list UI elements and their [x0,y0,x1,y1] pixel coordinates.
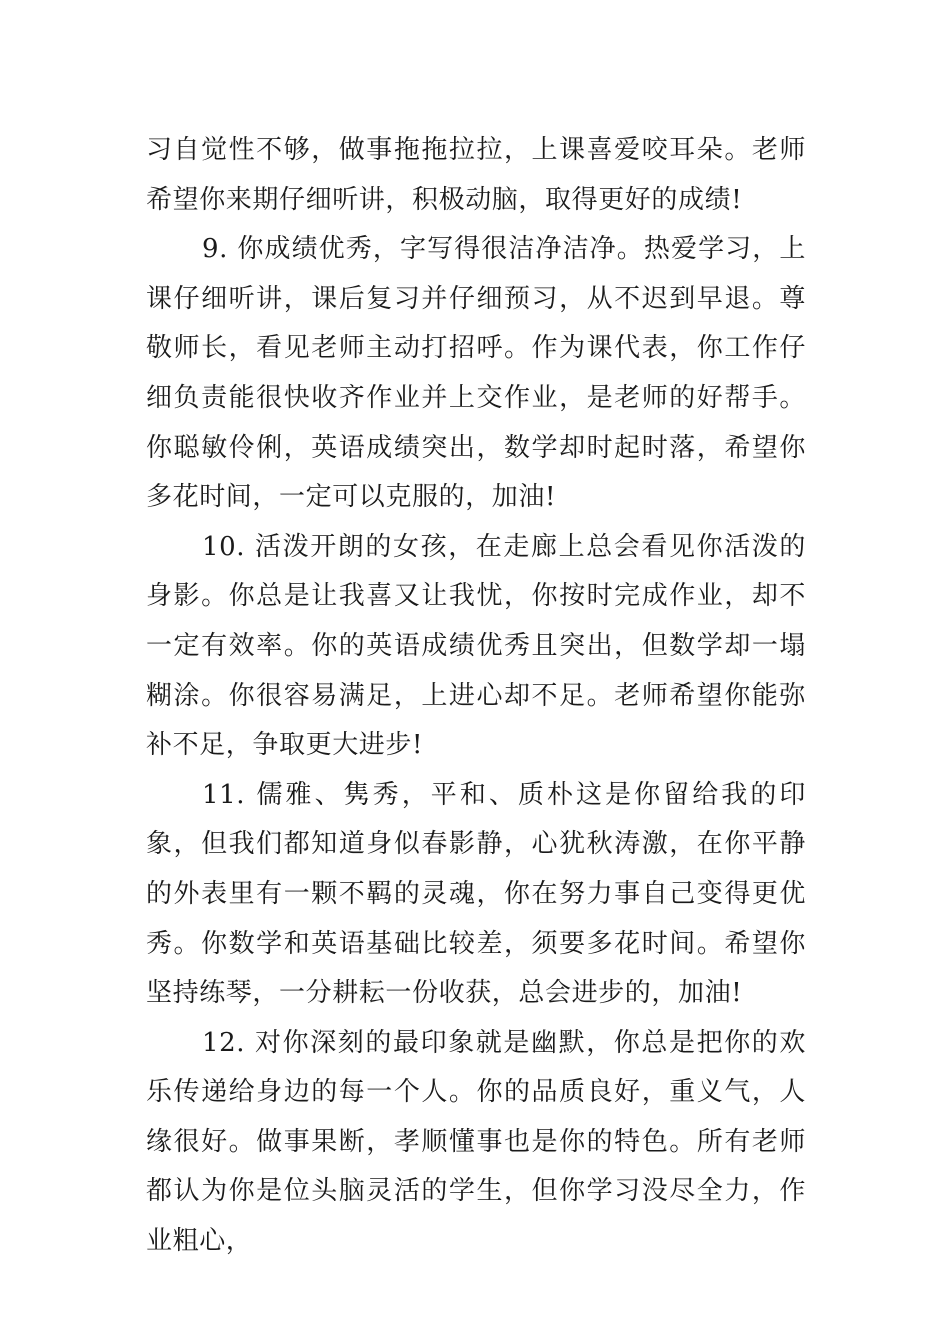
paragraph-continuation: 习自觉性不够，做事拖拖拉拉，上课喜爱咬耳朵。老师希望你来期仔细听讲，积极动脑，取得更好的成绩! [146,135,806,215]
paragraph-comment-11: 11. 儒雅、隽秀，平和、质朴这是你留给我的印象，但我们都知道身似春影静，心犹秋涛激，在你平静的外表里有一颗不羁的灵魂，你在努力事自己变得更优秀。你数学和英语基础比较差，须要多花时间。希望你坚持练琴，一分耕耘一份收获，总会进步的，加油! [146,779,806,1009]
paragraph-comment-9: 9. 你成绩优秀，字写得很洁净洁净。热爱学习，上课仔细听讲，课后复习并仔细预习，从不迟到早退。尊敬师长，看见老师主动打招呼。作为课代表，你工作仔细负责能很快收齐作业并上交作业，是老师的好帮手。你聪敏伶俐，英语成绩突出，数学却时起时落，希望你多花时间，一定可以克服的，加油! [146,234,806,513]
document-body [146,126,806,1267]
paragraph-comment-12: 12. 对你深刻的最印象就是幽默，你总是把你的欢乐传递给身边的每一个人。你的品质良好，重义气，人缘很好。做事果断，孝顺懂事也是你的特色。所有老师都认为你是位头脑灵活的学生，但你学习没尽全力，作业粗心， [146,1027,806,1257]
paragraph-comment-10: 10. 活泼开朗的女孩，在走廊上总会看见你活泼的身影。你总是让我喜又让我忧，你按时完成作业，却不一定有效率。你的英语成绩优秀且突出，但数学却一塌糊涂。你很容易满足，上进心却不足。老师希望你能弥补不足，争取更大进步! [146,531,806,761]
